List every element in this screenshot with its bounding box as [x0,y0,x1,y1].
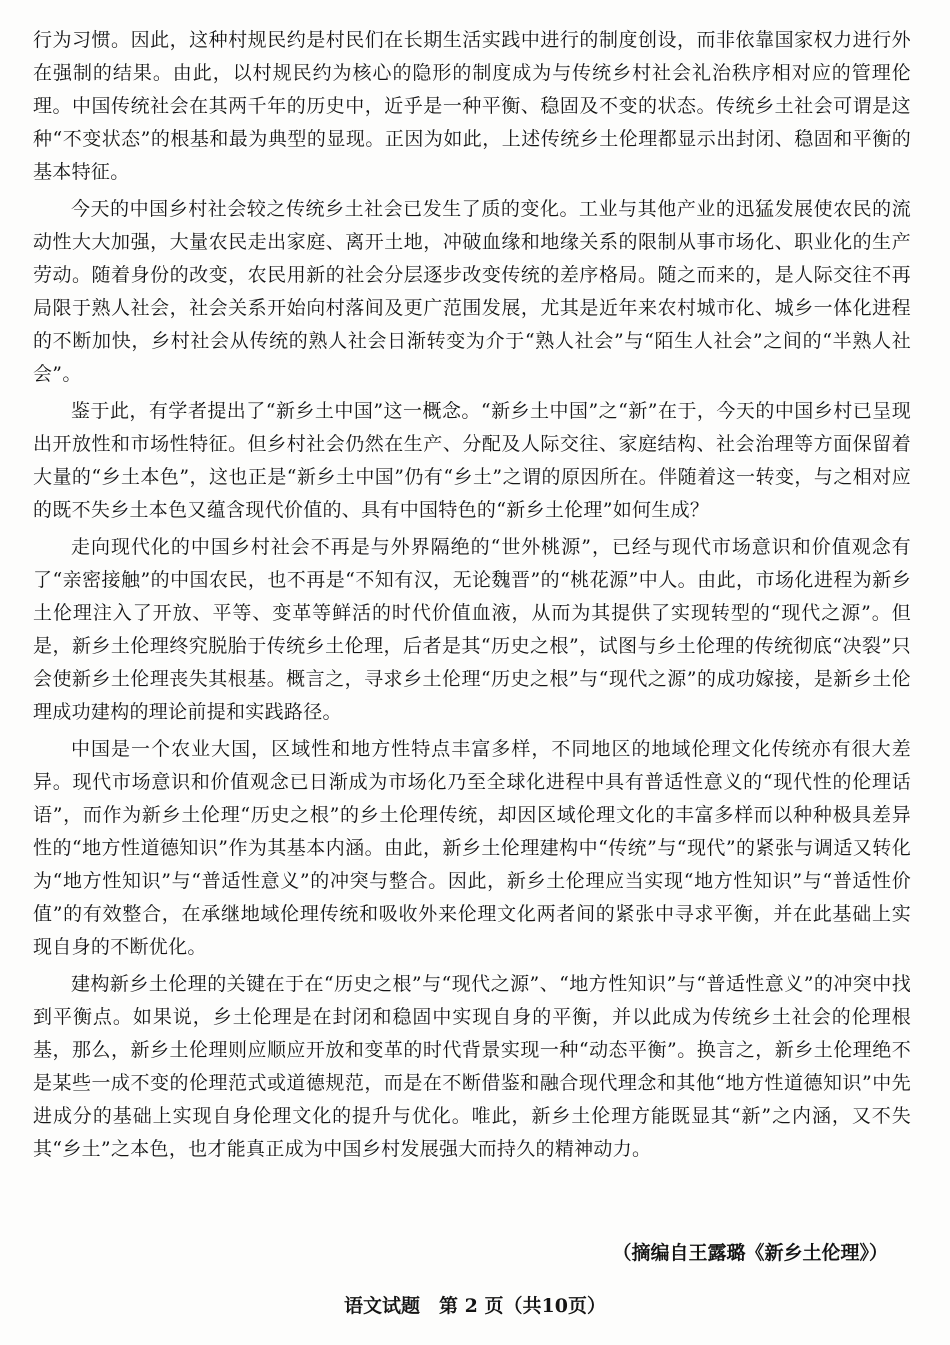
page-footer: 语文试题 第 2 页（共10页） [344,1295,606,1317]
paragraph-2: 今天的中国乡村社会较之传统乡土社会已发生了质的变化。工业与其他产业的迅猛发展使农民的流动性大大加强，大量农民走出家庭、离开土地，冲破血缘和地缘关系的限制从事市场化、职业化的生产劳动。随着身份的改变，农民用新的社会分层逐步改变传统的差序格局。随之而来的，是人际交往不再局限于熟人社会，社会关系开始向村落间及更广范围发展，尤其是近年来农村城市化、城乡一体化进程的不断加快，乡村社会从传统的熟人社会日渐转变为介于“熟人社会”与“陌生人社会”之间的“半熟人社会”。 [33,198,911,385]
paragraph-1: 行为习惯。因此，这种村规民约是村民们在长期生活实践中进行的制度创设，而非依靠国家权力进行外在强制的结果。由此，以村规民约为核心的隐形的制度成为与传统乡村社会礼治秩序相对应的管理伦理。中国传统社会在其两千年的历史中，近乎是一种平衡、稳固及不变的状态。传统乡土社会可谓是这种“不变状态”的根基和最为典型的显现。正因为如此，上述传统乡土伦理都显示出封闭、稳固和平衡的基本特征。 [33,29,911,183]
paragraph-4: 走向现代化的中国乡村社会不再是与外界隔绝的“世外桃源”，已经与现代市场意识和价值观念有了“亲密接触”的中国农民，也不再是“不知有汉，无论魏晋”的“桃花源”中人。由此，市场化进程为新乡土伦理注入了开放、平等、变革等鲜活的时代价值血液，从而为其提供了实现转型的“现代之源”。但是，新乡土伦理终究脱胎于传统乡土伦理，后者是其“历史之根”，试图与乡土伦理的传统彻底“决裂”只会使新乡土伦理丧失其根基。概言之，寻求乡土伦理“历史之根”与“现代之源”的成功嫁接，是新乡土伦理成功建构的理论前提和实践路径。 [33,536,911,723]
paragraph-5: 中国是一个农业大国，区域性和地方性特点丰富多样，不同地区的地域伦理文化传统亦有很大差异。现代市场意识和价值观念已日渐成为市场化乃至全球化进程中具有普适性意义的“现代性的伦理话语”，而作为新乡土伦理“历史之根”的乡土伦理传统，却因区域伦理文化的丰富多样而以种种极具差异性的“地方性道德知识”作为其基本内涵。由此，新乡土伦理建构中“传统”与“现代”的紧张与调适又转化为“地方性知识”与“普适性意义”的冲突与整合。因此，新乡土伦理应当实现“地方性知识”与“普适性价值”的有效整合，在承继地域伦理传统和吸收外来伦理文化两者间的紧张中寻求平衡，并在此基础上实现自身的不断优化。 [33,738,911,958]
article-body [33,24,911,1170]
paragraph-3: 鉴于此，有学者提出了“新乡土中国”这一概念。“新乡土中国”之“新”在于，今天的中国乡村已呈现出开放性和市场性特征。但乡村社会仍然在生产、分配及人际交往、家庭结构、社会治理等方面保留着大量的“乡土本色”，这也正是“新乡土中国”仍有“乡土”之谓的原因所在。伴随着这一转变，与之相对应的既不失乡土本色又蕴含现代价值的、具有中国特色的“新乡土伦理”如何生成？ [33,400,911,521]
source-citation: （摘编自王露璐《新乡土伦理》） [612,1242,888,1264]
paragraph-6: 建构新乡土伦理的关键在于在“历史之根”与“现代之源”、“地方性知识”与“普适性意义”的冲突中找到平衡点。如果说，乡土伦理是在封闭和稳固中实现自身的平衡，并以此成为传统乡土社会的伦理根基，那么，新乡土伦理则应顺应开放和变革的时代背景实现一种“动态平衡”。换言之，新乡土伦理绝不是某些一成不变的伦理范式或道德规范，而是在不断借鉴和融合现代理念和其他“地方性道德知识”中先进成分的基础上实现自身伦理文化的提升与优化。唯此，新乡土伦理方能既显其“新”之内涵，又不失其“乡土”之本色，也才能真正成为中国乡村发展强大而持久的精神动力。 [33,973,911,1160]
